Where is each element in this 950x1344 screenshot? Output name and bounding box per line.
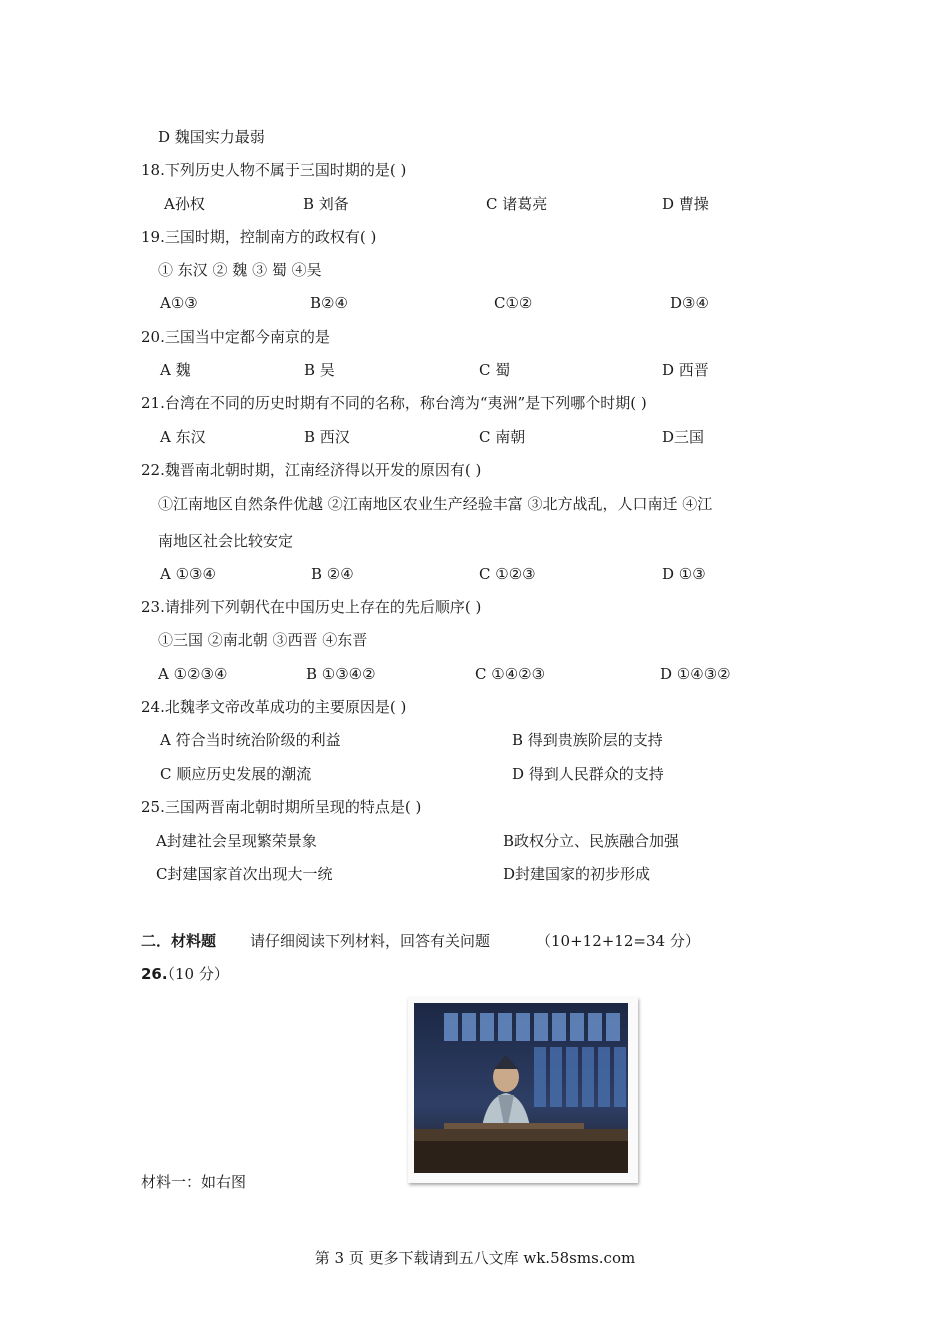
- q22-stem: 22.魏晋南北朝时期，江南经济得以开发的原因有( ): [141, 461, 482, 479]
- section2-instruction: 请仔细阅读下列材料，回答有关问题: [250, 932, 491, 950]
- q24-option-c: C 顺应历史发展的潮流: [160, 765, 312, 783]
- q19-option-c: C①②: [494, 294, 533, 312]
- q20-stem: 20.三国当中定都今南京的是: [141, 328, 330, 346]
- q24-stem: 24.北魏孝文帝改革成功的主要原因是( ): [141, 698, 407, 716]
- q20-option-c: C 蜀: [479, 361, 511, 379]
- q22-option-b: B ②④: [311, 565, 354, 583]
- photo-image: [414, 1003, 628, 1173]
- q20-option-a: A 魏: [160, 361, 191, 379]
- q17-option-d: D 魏国实力最弱: [158, 128, 265, 146]
- q24-option-d: D 得到人民群众的支持: [512, 765, 664, 783]
- material-photo: [408, 997, 638, 1183]
- q24-option-b: B 得到贵族阶层的支持: [512, 731, 663, 749]
- section2-score: （10+12+12=34 分）: [536, 932, 700, 950]
- q23-option-a: A ①②③④: [158, 665, 228, 683]
- q26-score: （10 分）: [160, 965, 229, 983]
- q22-option-c: C ①②③: [479, 565, 536, 583]
- zhuge-liang-statue-photo: [414, 1003, 628, 1173]
- q25-option-b: B政权分立、民族融合加强: [503, 832, 680, 850]
- q21-option-c: C 南朝: [479, 428, 526, 446]
- q19-items: ① 东汉 ② 魏 ③ 蜀 ④吴: [158, 261, 322, 279]
- q25-option-d: D封建国家的初步形成: [503, 865, 651, 883]
- q22-option-a: A ①③④: [160, 565, 216, 583]
- q20-option-d: D 西晋: [662, 361, 709, 379]
- q26-number: 26.: [141, 965, 168, 983]
- q21-stem: 21.台湾在不同的历史时期有不同的名称，称台湾为“夷洲”是下列哪个时期( ): [141, 394, 647, 412]
- q23-items: ①三国 ②南北朝 ③西晋 ④东晋: [158, 631, 368, 649]
- q22-items-line1: ①江南地区自然条件优越 ②江南地区农业生产经验丰富 ③北方战乱，人口南迁 ④江: [158, 495, 713, 513]
- q18-option-a: A孙权: [164, 195, 205, 213]
- q19-option-d: D③④: [670, 294, 709, 312]
- section2-title: 二．材料题: [141, 932, 217, 950]
- q23-stem: 23.请排列下列朝代在中国历史上存在的先后顺序( ): [141, 598, 482, 616]
- q23-option-c: C ①④②③: [475, 665, 546, 683]
- q25-option-a: A封建社会呈现繁荣景象: [156, 832, 317, 850]
- q21-option-d: D三国: [662, 428, 705, 446]
- q18-option-c: C 诸葛亮: [486, 195, 548, 213]
- q21-option-a: A 东汉: [160, 428, 206, 446]
- q22-items-line2: 南地区社会比较安定: [158, 532, 294, 550]
- q23-option-b: B ①③④②: [306, 665, 376, 683]
- q24-option-a: A 符合当时统治阶级的利益: [160, 731, 341, 749]
- q18-option-d: D 曹操: [662, 195, 709, 213]
- q25-stem: 25.三国两晋南北朝时期所呈现的特点是( ): [141, 798, 422, 816]
- material1-label: 材料一：如右图: [141, 1173, 247, 1191]
- q19-option-a: A①③: [160, 294, 198, 312]
- q19-option-b: B②④: [310, 294, 348, 312]
- q22-option-d: D ①③: [662, 565, 706, 583]
- q21-option-b: B 西汉: [304, 428, 350, 446]
- q20-option-b: B 吴: [304, 361, 335, 379]
- page-footer: 第 3 页 更多下载请到五八文库 wk.58sms.com: [314, 1249, 636, 1267]
- q19-stem: 19.三国时期，控制南方的政权有( ): [141, 228, 377, 246]
- q25-option-c: C封建国家首次出现大一统: [156, 865, 333, 883]
- q18-option-b: B 刘备: [303, 195, 349, 213]
- q18-stem: 18.下列历史人物不属于三国时期的是( ): [141, 161, 407, 179]
- q23-option-d: D ①④③②: [660, 665, 731, 683]
